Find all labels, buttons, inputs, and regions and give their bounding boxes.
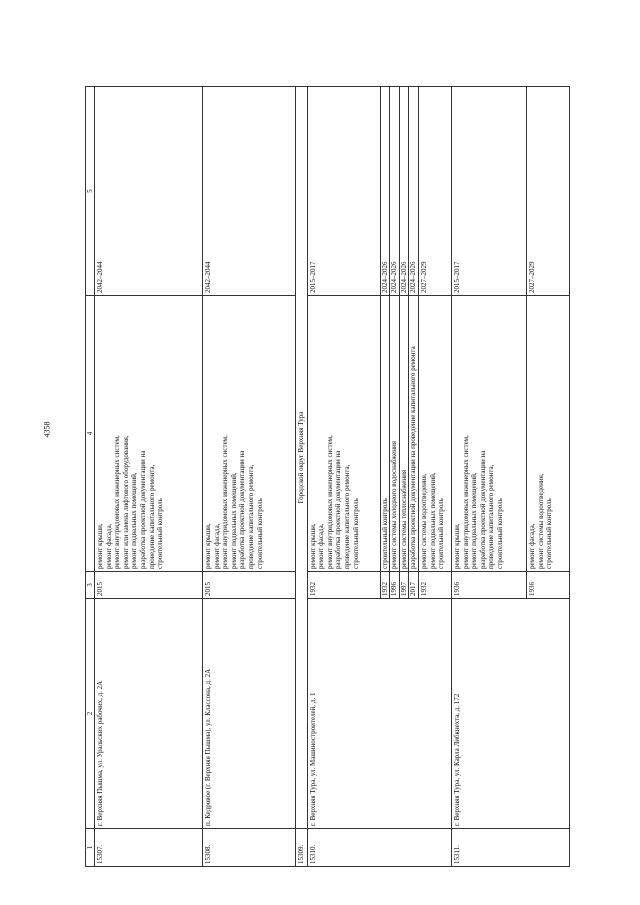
row-works: [203, 296, 296, 572]
row-works: [419, 296, 452, 572]
row-year: 1932: [380, 572, 390, 599]
row-year: 2015: [95, 572, 203, 599]
row-period: 2024–2026: [409, 87, 419, 296]
row-works: строительный контроль: [380, 296, 390, 572]
work-item: ремонт фасада,: [528, 523, 537, 569]
row-period: 2024–2026: [380, 87, 390, 296]
section-number: 15309.: [296, 829, 308, 867]
row-number: 15308.: [203, 829, 296, 867]
row-works: ремонт системы холодного водоснабжения: [390, 296, 400, 572]
row-works: разработка проектной документации на проведение капитального ремонта: [409, 296, 419, 572]
work-item: проведение капитального ремонта,: [247, 464, 256, 569]
work-item: ремонт или замена лифтового оборудования,: [121, 435, 130, 569]
row-works: [307, 296, 380, 572]
row-address: г. Верхняя Пышма, ул. Уральских рабочих, д. 2А: [95, 599, 203, 829]
row-address: п. Кедровое (г. Верхняя Пышма), ул. Классона, д. 2А: [203, 599, 296, 829]
row-year: 1997: [399, 572, 409, 599]
work-item: ремонт подвальных помещений,: [229, 472, 238, 569]
work-item: строительный контроль: [437, 498, 446, 569]
row-period: 2027–2029: [419, 87, 452, 296]
header-col-3: 3: [86, 572, 95, 599]
row-period: 2015–2017: [307, 87, 380, 296]
row-period: 2024–2026: [399, 87, 409, 296]
row-year: 2015: [203, 572, 296, 599]
work-item: ремонт крыши,: [204, 523, 212, 569]
work-item: ремонт подвальных помещений,: [470, 472, 479, 569]
row-works: [527, 296, 570, 572]
header-col-1: 1: [86, 829, 95, 867]
work-item: разработка проектной документации на: [478, 450, 487, 569]
row-period: 2042–2044: [95, 87, 203, 296]
table-row: [307, 87, 380, 867]
row-address: г. Верхняя Тура, ул. Машиностроителей, д. 1: [307, 599, 451, 829]
work-item: строительный контроль: [351, 498, 360, 569]
work-item: ремонт внутридомовых инженерных систем,: [113, 435, 122, 569]
row-works: ремонт системы теплоснабжения: [399, 296, 409, 572]
row-works: [95, 296, 203, 572]
work-item: строительный контроль: [496, 498, 505, 569]
rotated-page-content: [85, 87, 603, 867]
work-item: строительный контроль: [545, 498, 554, 569]
page-number: 4358: [42, 421, 52, 438]
row-period: 2015–2017: [452, 87, 527, 296]
row-year: 1932: [419, 572, 452, 599]
row-number: 15307.: [95, 829, 203, 867]
work-item: ремонт подвальных помещений,: [428, 472, 437, 569]
capital-repair-table: [85, 86, 570, 867]
row-period: 2027–2029: [527, 87, 570, 296]
row-number: 15311.: [452, 829, 570, 867]
table-row: [95, 87, 203, 867]
work-item: ремонт крыши,: [96, 523, 104, 569]
row-year: 1936: [452, 572, 527, 599]
work-item: ремонт подвальных помещений,: [130, 472, 139, 569]
work-item: строительный контроль: [255, 498, 264, 569]
row-period: 2042–2044: [203, 87, 296, 296]
row-address: г. Верхняя Тура, ул. Карла Либкнехта, д. 172: [452, 599, 570, 829]
header-row: [86, 87, 95, 867]
work-item: ремонт системы водоотведения,: [536, 473, 545, 569]
section-row: [296, 87, 308, 867]
header-col-5: 5: [86, 87, 95, 296]
row-period: 2024–2026: [390, 87, 400, 296]
row-works: [452, 296, 527, 572]
work-item: проведение капитального ремонта,: [487, 464, 496, 569]
header-col-2: 2: [86, 599, 95, 829]
work-item: ремонт фасада,: [104, 523, 113, 569]
row-number: 15310.: [307, 829, 451, 867]
work-item: проведение капитального ремонта,: [147, 464, 156, 569]
work-item: проведение капитального ремонта,: [343, 464, 352, 569]
work-item: ремонт внутридомовых инженерных систем,: [325, 435, 334, 569]
row-year: 1932: [307, 572, 380, 599]
header-col-4: 4: [86, 296, 95, 572]
work-item: ремонт системы водоотведения,: [420, 473, 429, 569]
table-row: [452, 87, 527, 867]
work-item: ремонт крыши,: [308, 523, 317, 569]
row-year: 1996: [390, 572, 400, 599]
work-item: ремонт внутридомовых инженерных систем,: [461, 435, 470, 569]
work-item: разработка проектной документации на: [139, 450, 148, 569]
work-item: строительный контроль: [156, 498, 165, 569]
row-year: 1936: [527, 572, 570, 599]
work-item: ремонт фасада,: [212, 523, 221, 569]
work-item: ремонт фасада,: [317, 523, 326, 569]
work-item: разработка проектной документации на: [334, 450, 343, 569]
table-row: [203, 87, 296, 867]
row-year: 2017: [409, 572, 419, 599]
work-item: ремонт крыши,: [453, 523, 462, 569]
section-title: Городской округ Верхняя Тура: [296, 87, 308, 829]
work-item: разработка проектной документации на: [238, 450, 247, 569]
work-item: ремонт внутридомовых инженерных систем,: [221, 435, 230, 569]
